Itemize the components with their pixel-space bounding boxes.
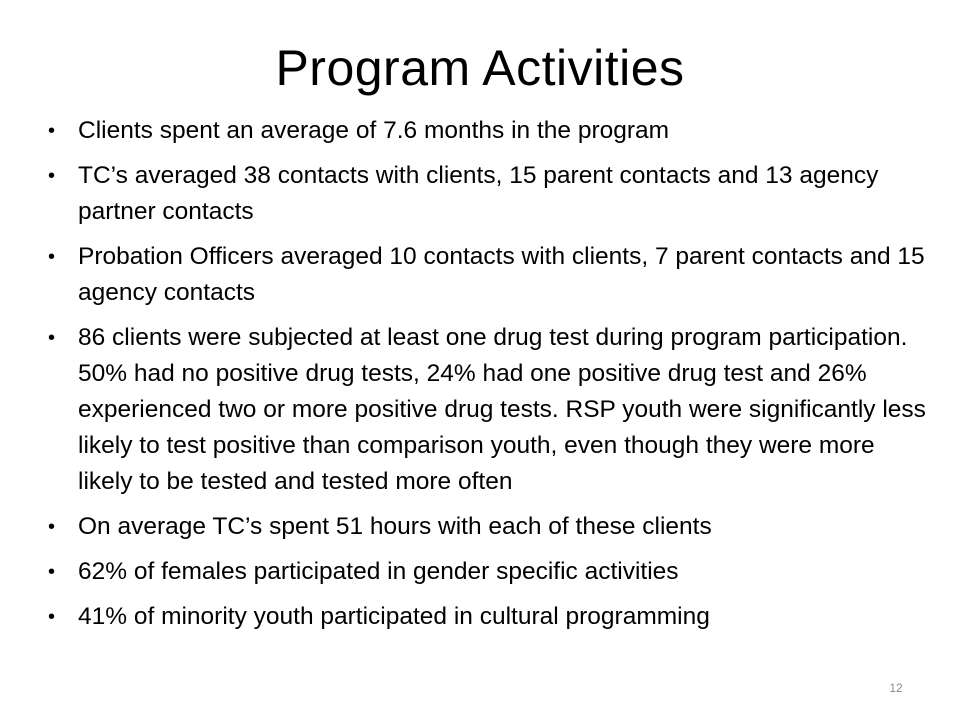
- bullet-item: [48, 158, 928, 230]
- bullet-text: Clients spent an average of 7.6 months in the program: [78, 117, 670, 144]
- bullet-item: [48, 599, 928, 635]
- bullet-icon: •: [48, 606, 56, 628]
- bullet-item: [48, 113, 928, 149]
- bullet-item: [48, 239, 928, 311]
- bullet-text: 62% of females participated in gender specific activities: [78, 558, 679, 585]
- bullet-list: [48, 113, 928, 644]
- bullet-text: Probation Officers averaged 10 contacts with clients, 7 parent contacts and 15 agency contacts: [78, 243, 925, 306]
- bullet-icon: •: [48, 327, 56, 349]
- bullet-icon: •: [48, 246, 56, 268]
- bullet-text: On average TC’s spent 51 hours with each of these clients: [78, 513, 712, 540]
- bullet-icon: •: [48, 165, 56, 187]
- bullet-item: [48, 554, 928, 590]
- bullet-icon: •: [48, 120, 56, 142]
- bullet-icon: •: [48, 516, 56, 538]
- bullet-text: 86 clients were subjected at least one drug test during program participation. 50% had no positive drug tests, 24% had one positive drug test and 26% experienced two or more positive drug tests. RSP youth were significantly less likely to test positive than comparison youth, even though they were more likely to be tested and tested more often: [78, 324, 926, 495]
- bullet-text: 41% of minority youth participated in cultural programming: [78, 603, 710, 630]
- bullet-icon: •: [48, 561, 56, 583]
- slide-title: Program Activities: [275, 40, 685, 96]
- bullet-item: [48, 320, 928, 500]
- bullet-item: [48, 509, 928, 545]
- bullet-text: TC’s averaged 38 contacts with clients, 15 parent contacts and 13 agency partner contacts: [78, 162, 879, 225]
- page-number: 12: [889, 681, 903, 695]
